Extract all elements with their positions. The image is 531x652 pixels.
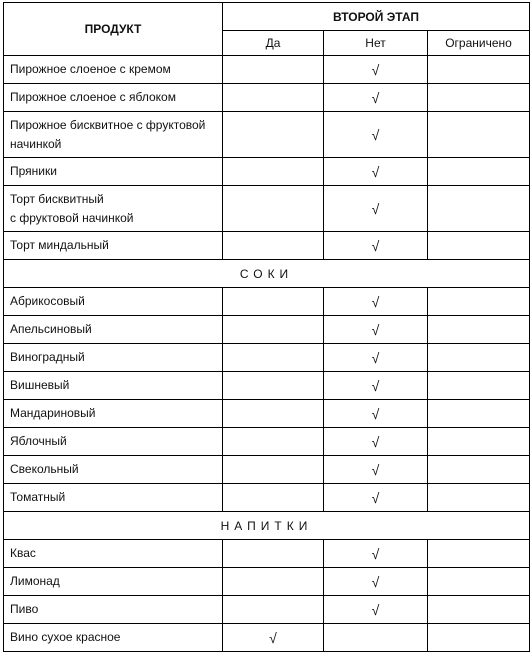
table-row — [4, 344, 530, 372]
product-name: Абрикосовый — [4, 288, 223, 316]
check-mark-icon: √ — [371, 601, 380, 618]
table-row — [4, 624, 530, 652]
check-mark-icon: √ — [371, 200, 380, 217]
cell-no — [324, 400, 428, 428]
cell-no — [324, 372, 428, 400]
cell-yes — [223, 372, 324, 400]
cell-yes — [223, 316, 324, 344]
check-mark-icon: √ — [371, 237, 380, 254]
cell-yes — [223, 112, 324, 158]
cell-limited — [428, 372, 530, 400]
table-row — [4, 400, 530, 428]
cell-yes — [223, 428, 324, 456]
cell-limited — [428, 316, 530, 344]
table-row — [4, 484, 530, 512]
check-mark-icon: √ — [371, 433, 380, 450]
cell-limited — [428, 624, 530, 652]
product-name: Торт миндальный — [4, 232, 223, 260]
cell-yes — [223, 232, 324, 260]
product-name: Квас — [4, 540, 223, 568]
cell-yes — [223, 456, 324, 484]
product-name: Пиво — [4, 596, 223, 624]
cell-limited — [428, 484, 530, 512]
table-row — [4, 186, 530, 232]
product-name: Мандариновый — [4, 400, 223, 428]
cell-yes — [223, 158, 324, 186]
cell-limited — [428, 112, 530, 158]
product-name: Пряники — [4, 158, 223, 186]
cell-yes — [223, 186, 324, 232]
check-mark-icon: √ — [371, 377, 380, 394]
table-row — [4, 568, 530, 596]
cell-no — [324, 568, 428, 596]
cell-yes — [223, 56, 324, 84]
check-mark-icon: √ — [371, 349, 380, 366]
check-mark-icon: √ — [371, 163, 380, 180]
cell-limited — [428, 232, 530, 260]
product-name: Томатный — [4, 484, 223, 512]
cell-yes — [223, 400, 324, 428]
product-name: Яблочный — [4, 428, 223, 456]
product-name: Пирожное слоеное с кремом — [4, 56, 223, 84]
header-yes: Да — [223, 31, 324, 56]
cell-limited — [428, 158, 530, 186]
product-name: Апельсиновый — [4, 316, 223, 344]
table-row — [4, 456, 530, 484]
cell-limited — [428, 456, 530, 484]
product-name: Вишневый — [4, 372, 223, 400]
check-mark-icon: √ — [371, 126, 380, 143]
cell-no — [324, 288, 428, 316]
check-mark-icon: √ — [371, 461, 380, 478]
table-row — [4, 372, 530, 400]
table-row — [4, 232, 530, 260]
table-row — [4, 428, 530, 456]
section-row — [4, 260, 530, 288]
cell-limited — [428, 400, 530, 428]
header-no: Нет — [324, 31, 428, 56]
section-row — [4, 512, 530, 540]
cell-limited — [428, 568, 530, 596]
cell-yes — [223, 624, 324, 652]
table-row — [4, 316, 530, 344]
cell-no — [324, 456, 428, 484]
cell-yes — [223, 596, 324, 624]
product-name: Свекольный — [4, 456, 223, 484]
check-mark-icon: √ — [371, 321, 380, 338]
cell-yes — [223, 484, 324, 512]
cell-yes — [223, 84, 324, 112]
table-row — [4, 56, 530, 84]
check-mark-icon: √ — [371, 89, 380, 106]
cell-limited — [428, 344, 530, 372]
cell-no — [324, 540, 428, 568]
product-name: Пирожное слоеное с яблоком — [4, 84, 223, 112]
cell-no — [324, 158, 428, 186]
table-row — [4, 112, 530, 158]
cell-limited — [428, 540, 530, 568]
product-name: Виноградный — [4, 344, 223, 372]
cell-limited — [428, 84, 530, 112]
cell-no — [324, 428, 428, 456]
cell-limited — [428, 428, 530, 456]
table-row — [4, 288, 530, 316]
cell-limited — [428, 288, 530, 316]
header-product: ПРОДУКТ — [4, 3, 223, 56]
cell-limited — [428, 56, 530, 84]
section-title: НАПИТКИ — [4, 512, 530, 540]
cell-no — [324, 624, 428, 652]
cell-no — [324, 56, 428, 84]
cell-no — [324, 596, 428, 624]
check-mark-icon: √ — [269, 629, 277, 646]
check-mark-icon: √ — [371, 61, 380, 78]
product-name: Вино сухое красное — [4, 624, 223, 652]
cell-no — [324, 484, 428, 512]
cell-yes — [223, 568, 324, 596]
check-mark-icon: √ — [371, 489, 380, 506]
cell-no — [324, 316, 428, 344]
cell-no — [324, 186, 428, 232]
check-mark-icon: √ — [371, 545, 380, 562]
cell-no — [324, 232, 428, 260]
check-mark-icon: √ — [371, 405, 380, 422]
cell-yes — [223, 288, 324, 316]
header-limited: Ограничено — [428, 31, 530, 56]
cell-no — [324, 344, 428, 372]
cell-yes — [223, 540, 324, 568]
table-row — [4, 540, 530, 568]
cell-yes — [223, 344, 324, 372]
check-mark-icon: √ — [371, 573, 380, 590]
cell-no — [324, 84, 428, 112]
header-stage: ВТОРОЙ ЭТАП — [223, 3, 530, 31]
product-name: Пирожное бисквитное с фруктовой начинкой — [4, 112, 223, 158]
table-row — [4, 596, 530, 624]
cell-limited — [428, 186, 530, 232]
check-mark-icon: √ — [371, 293, 380, 310]
table-row — [4, 158, 530, 186]
product-name: Лимонад — [4, 568, 223, 596]
cell-limited — [428, 596, 530, 624]
product-name: Торт бисквитный с фруктовой начинкой — [4, 186, 223, 232]
table-row — [4, 84, 530, 112]
cell-no — [324, 112, 428, 158]
diet-table — [3, 2, 530, 652]
section-title: СОКИ — [4, 260, 530, 288]
table-body — [4, 56, 530, 652]
